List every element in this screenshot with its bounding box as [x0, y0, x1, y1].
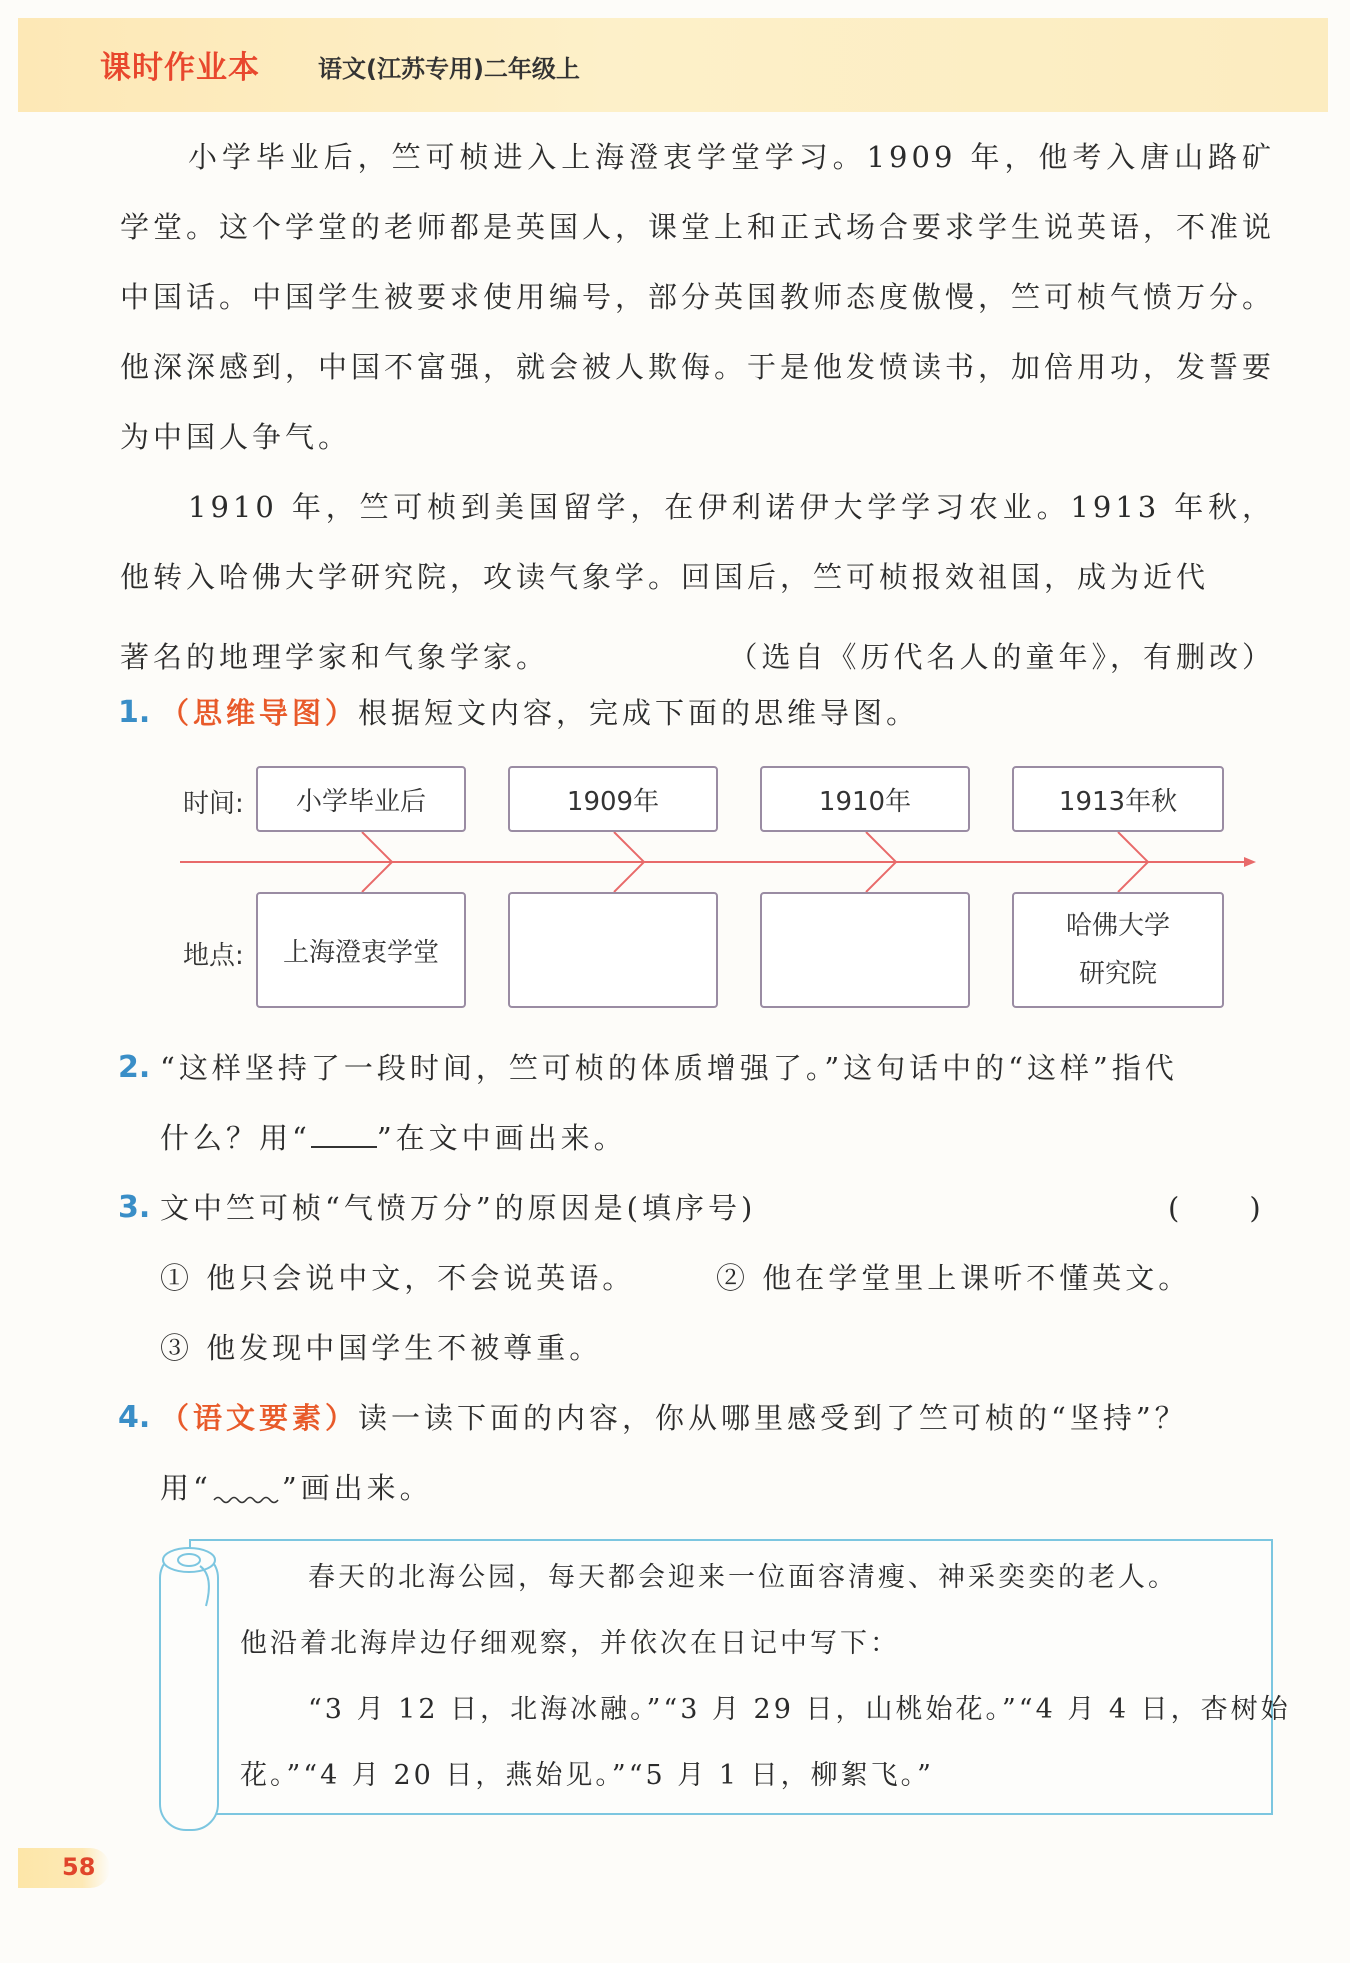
page-number-tab — [18, 1848, 110, 1888]
question-3-number: 3. — [118, 1190, 151, 1225]
place-label: 地点: — [183, 941, 244, 971]
brand-title: 课时作业本 — [100, 50, 260, 86]
time-box-2: 1909年 — [508, 766, 718, 832]
subject-title: 语文(江苏专用)二年级上 — [318, 55, 580, 83]
passage-paragraph-2: 1910 年，竺可桢到美国留学，在伊利诺伊大学学习农业。1913 年秋，他转入哈佛大学研究院，攻读气象学。回国后，竺可桢报效祖国，成为近代 — [120, 490, 1275, 594]
scroll-line-2: 他沿着北海岸边仔细观察，并依次在日记中写下： — [240, 1628, 900, 1659]
time-box-3: 1910年 — [760, 766, 970, 832]
question-4-line-2b: ”画出来。 — [281, 1471, 433, 1505]
question-2-line-2b: ”在文中画出来。 — [376, 1121, 627, 1155]
question-1-number: 1. — [118, 695, 151, 730]
option-3: ③ 他发现中国学生不被尊重。 — [160, 1331, 603, 1365]
question-1-tag: （思维导图） — [160, 696, 359, 730]
question-2-line-2a: 什么？用“ — [160, 1121, 311, 1155]
scroll-line-1: 春天的北海公园，每天都会迎来一位面容清瘦、神采奕奕的老人。 — [308, 1562, 1178, 1593]
place-box-1: 上海澄衷学堂 — [256, 892, 466, 1008]
option-2: ② 他在学堂里上课听不懂英文。 — [716, 1261, 1192, 1295]
place-box-4-line-1: 哈佛大学 — [1065, 911, 1170, 941]
answer-parentheses[interactable]: ( ) — [1168, 1191, 1265, 1225]
page-number: 58 — [62, 1853, 96, 1881]
question-2-number: 2. — [118, 1050, 151, 1085]
question-3-text: 文中竺可桢“气愤万分”的原因是(填序号) — [160, 1191, 757, 1225]
scroll-line-3: “3 月 12 日，北海冰融。”“3 月 29 日，山桃始花。”“4 月 4 日，杏树始 — [308, 1694, 1291, 1725]
scroll-line-4: 花。”“4 月 20 日，燕始见。”“5 月 1 日，柳絮飞。” — [240, 1760, 934, 1791]
source-note: （选自《历代名人的童年》，有删改） — [728, 640, 1275, 674]
question-4-number: 4. — [118, 1400, 151, 1435]
passage-paragraph-2-end: 著名的地理学家和气象学家。 — [120, 640, 550, 674]
time-box-1: 小学毕业后 — [256, 766, 466, 832]
question-4-prompt: 读一读下面的内容，你从哪里感受到了竺可桢的“坚持”？ — [358, 1401, 1188, 1435]
passage-paragraph-1: 小学毕业后，竺可桢进入上海澄衷学堂学习。1909 年，他考入唐山路矿学堂。这个学堂的老师都是英国人，课堂上和正式场合要求学生说英语，不准说中国话。中国学生被要求使用编号，部分英国教师态度傲慢，竺可桢气愤万分。他深深感到，中国不富强，就会被人欺侮。于是他发愤读书，加倍用功，发誓要为中国人争气。 — [120, 140, 1276, 454]
question-4-tag: （语文要素） — [160, 1401, 359, 1435]
time-box-4: 1913年秋 — [1012, 766, 1224, 832]
question-1-prompt: 根据短文内容，完成下面的思维导图。 — [358, 696, 920, 730]
question-4-line-2a: 用“ — [160, 1471, 212, 1505]
option-1: ① 他只会说中文，不会说英语。 — [160, 1261, 636, 1295]
place-box-4-line-2: 研究院 — [1078, 959, 1157, 989]
time-label: 时间: — [183, 789, 244, 819]
question-2-line-1: “这样坚持了一段时间，竺可桢的体质增强了。”这句话中的“这样”指代 — [160, 1051, 1178, 1085]
